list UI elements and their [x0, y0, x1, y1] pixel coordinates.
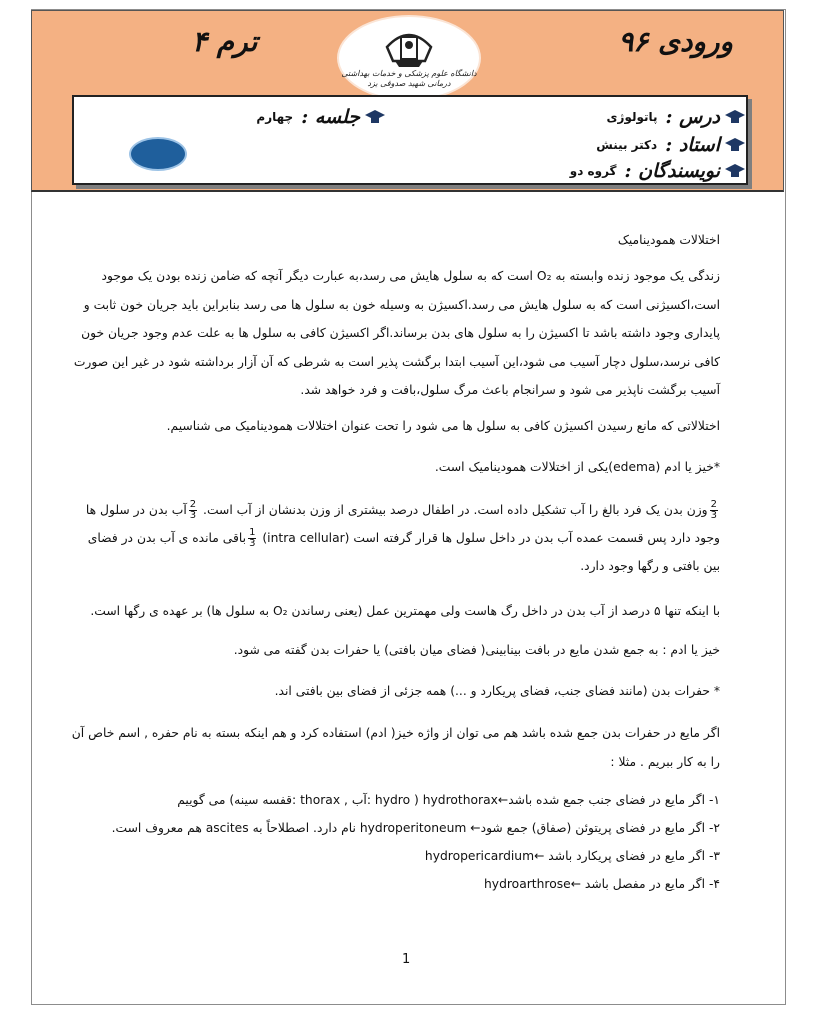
- list-item: ۲- اگر مایع در فضای پریتوئن (صفاق) جمع شود← hydroperitoneum نام دارد. اصطلاحاً به ascites هم معروف است.: [111, 821, 720, 835]
- text-line: اگر مایع در حفرات بدن جمع شده باشد هم می توان از واژه خیز( ادم) استفاده کرد و هم اینکه بسته به نام حفره , اسم خاص آن: [71, 726, 720, 740]
- document-body: [100, 226, 720, 255]
- text-segment: وجود دارد پس قسمت عمده آب بدن در داخل سلول ها قرار گرفته است (intra cellular): [262, 531, 720, 545]
- text-segment: وزن بدن یک فرد بالغ را آب تشکیل داده است. در اطفال درصد بیشتری از وزن بدنشان از آب است.: [203, 503, 708, 517]
- header-banner: [31, 10, 784, 192]
- course-row: [607, 105, 746, 129]
- paragraph-definition: [100, 412, 720, 441]
- group-logo-icon: [129, 137, 187, 171]
- text-line: است،اکسیژنی است که به سلول هایش می رسد.اکسیژن به وسیله خون به سلول ها می رسد بنابراین باید جریان خون ثابت و: [83, 297, 720, 312]
- text-line: زندگی یک موجود زنده وابسته به O₂ است که به سلول هایش می رسد،به عبارت دیگر آنچه که ضامن زنده بودن یک موجود: [101, 269, 720, 283]
- fraction-two-thirds: $\frac{2}{3}$: [710, 499, 717, 521]
- fraction-two-thirds: $\frac{2}{3}$: [189, 499, 197, 521]
- graduation-cap-icon: [724, 108, 746, 126]
- course-label: درس :: [665, 106, 720, 128]
- authors-label: نویسندگان :: [624, 160, 720, 182]
- graduation-cap-icon: [724, 136, 746, 154]
- course-info-box: [72, 95, 748, 185]
- text-segment: باقی مانده ی آب بدن در فضای: [87, 531, 247, 545]
- seal-text: دانشگاه علوم پزشکی و خدمات بهداشتی درمانی شهید صدوقی یزد: [341, 69, 477, 88]
- list-item: ۴- اگر مایع در مفصل باشد ←hydroarthrose: [484, 877, 720, 891]
- entry-label: ورودی ۹۶: [618, 25, 733, 58]
- professor-row: [596, 133, 746, 157]
- term-label: ترم ۴: [192, 25, 258, 58]
- paragraph-vessels: [90, 597, 720, 626]
- list-item: ۱- اگر مایع در فضای جنب جمع شده باشد←hydrothorax ( hydro :آب , thorax :قفسه سینه) می گوییم: [177, 793, 720, 807]
- paragraph-edema-definition: [100, 636, 720, 665]
- section-heading: اختلالات همودینامیک: [617, 233, 720, 247]
- session-label: جلسه :: [301, 106, 360, 128]
- professor-label: استاد :: [665, 134, 720, 156]
- text-line: اختلالاتی که مانع رسیدن اکسیژن کافی به سلول ها می شود را تحت عنوان اختلالات همودینامیک می شناسیم.: [166, 419, 720, 433]
- session-row: [256, 105, 386, 129]
- text-line: کافی نرسد،سلول دچار آسیب می شود،این آسیب ابتدا برگشت پذیر است به شرطی که آن آزار برداشته شود در غیر این صورت: [73, 354, 720, 369]
- paragraph-intro: [73, 262, 720, 405]
- text-line: پایداری وجود داشته باشد تا اکسیژن را به سلول های بدن برساند.اگر اکسیژن کافی به سلول ها به علت عدم وجود جریان خون: [81, 326, 720, 340]
- text-segment: آب بدن در سلول ها: [85, 503, 187, 517]
- text-line: [85, 496, 720, 524]
- paragraph-edema: [100, 453, 720, 482]
- fraction-one-third: $\frac{1}{3}$: [249, 527, 256, 549]
- university-seal-icon: [337, 15, 481, 101]
- paragraph-cavities: [100, 677, 720, 706]
- text-line: خیز یا ادم : به جمع شدن مایع در بافت بینابینی( فضای میان بافتی) یا حفرات بدن گفته می شود.: [233, 643, 720, 657]
- authors-value: گروه دو: [569, 164, 617, 178]
- paragraph-examples-intro: [71, 719, 720, 776]
- text-line: [87, 524, 720, 552]
- list-item: ۳- اگر مایع در فضای پریکارد باشد ←hydropericardium: [424, 849, 720, 863]
- session-value: چهارم: [256, 110, 294, 124]
- page-number: 1: [402, 952, 411, 967]
- text-line: با اینکه تنها ۵ درصد از آب بدن در داخل رگ هاست ولی مهمترین عمل (یعنی رساندن O₂ به سلول ها) بر عهده ی رگها است.: [90, 604, 720, 618]
- text-line: * حفرات بدن (مانند فضای جنب، فضای پریکارد و ...) همه جزئی از فضای بین بافتی اند.: [274, 684, 720, 698]
- authors-row: [570, 159, 746, 183]
- examples-list: [100, 786, 720, 898]
- text-line: *خیز یا ادم (edema)یکی از اختلالات همودینامیک است.: [434, 460, 720, 474]
- course-value: پاتولوژی: [606, 110, 658, 124]
- professor-value: دکتر بینش: [596, 138, 658, 152]
- graduation-cap-icon: [364, 108, 386, 126]
- text-line: را به کار ببریم . مثلا :: [610, 754, 720, 769]
- paragraph-water: [85, 496, 720, 580]
- graduation-cap-icon: [724, 162, 746, 180]
- text-line: بین بافتی و رگها وجود دارد.: [580, 559, 720, 573]
- text-line: آسیب برگشت ناپذیر می شود و سرانجام باعث مرگ سلول،بافت و فرد خواهد شد.: [300, 383, 720, 397]
